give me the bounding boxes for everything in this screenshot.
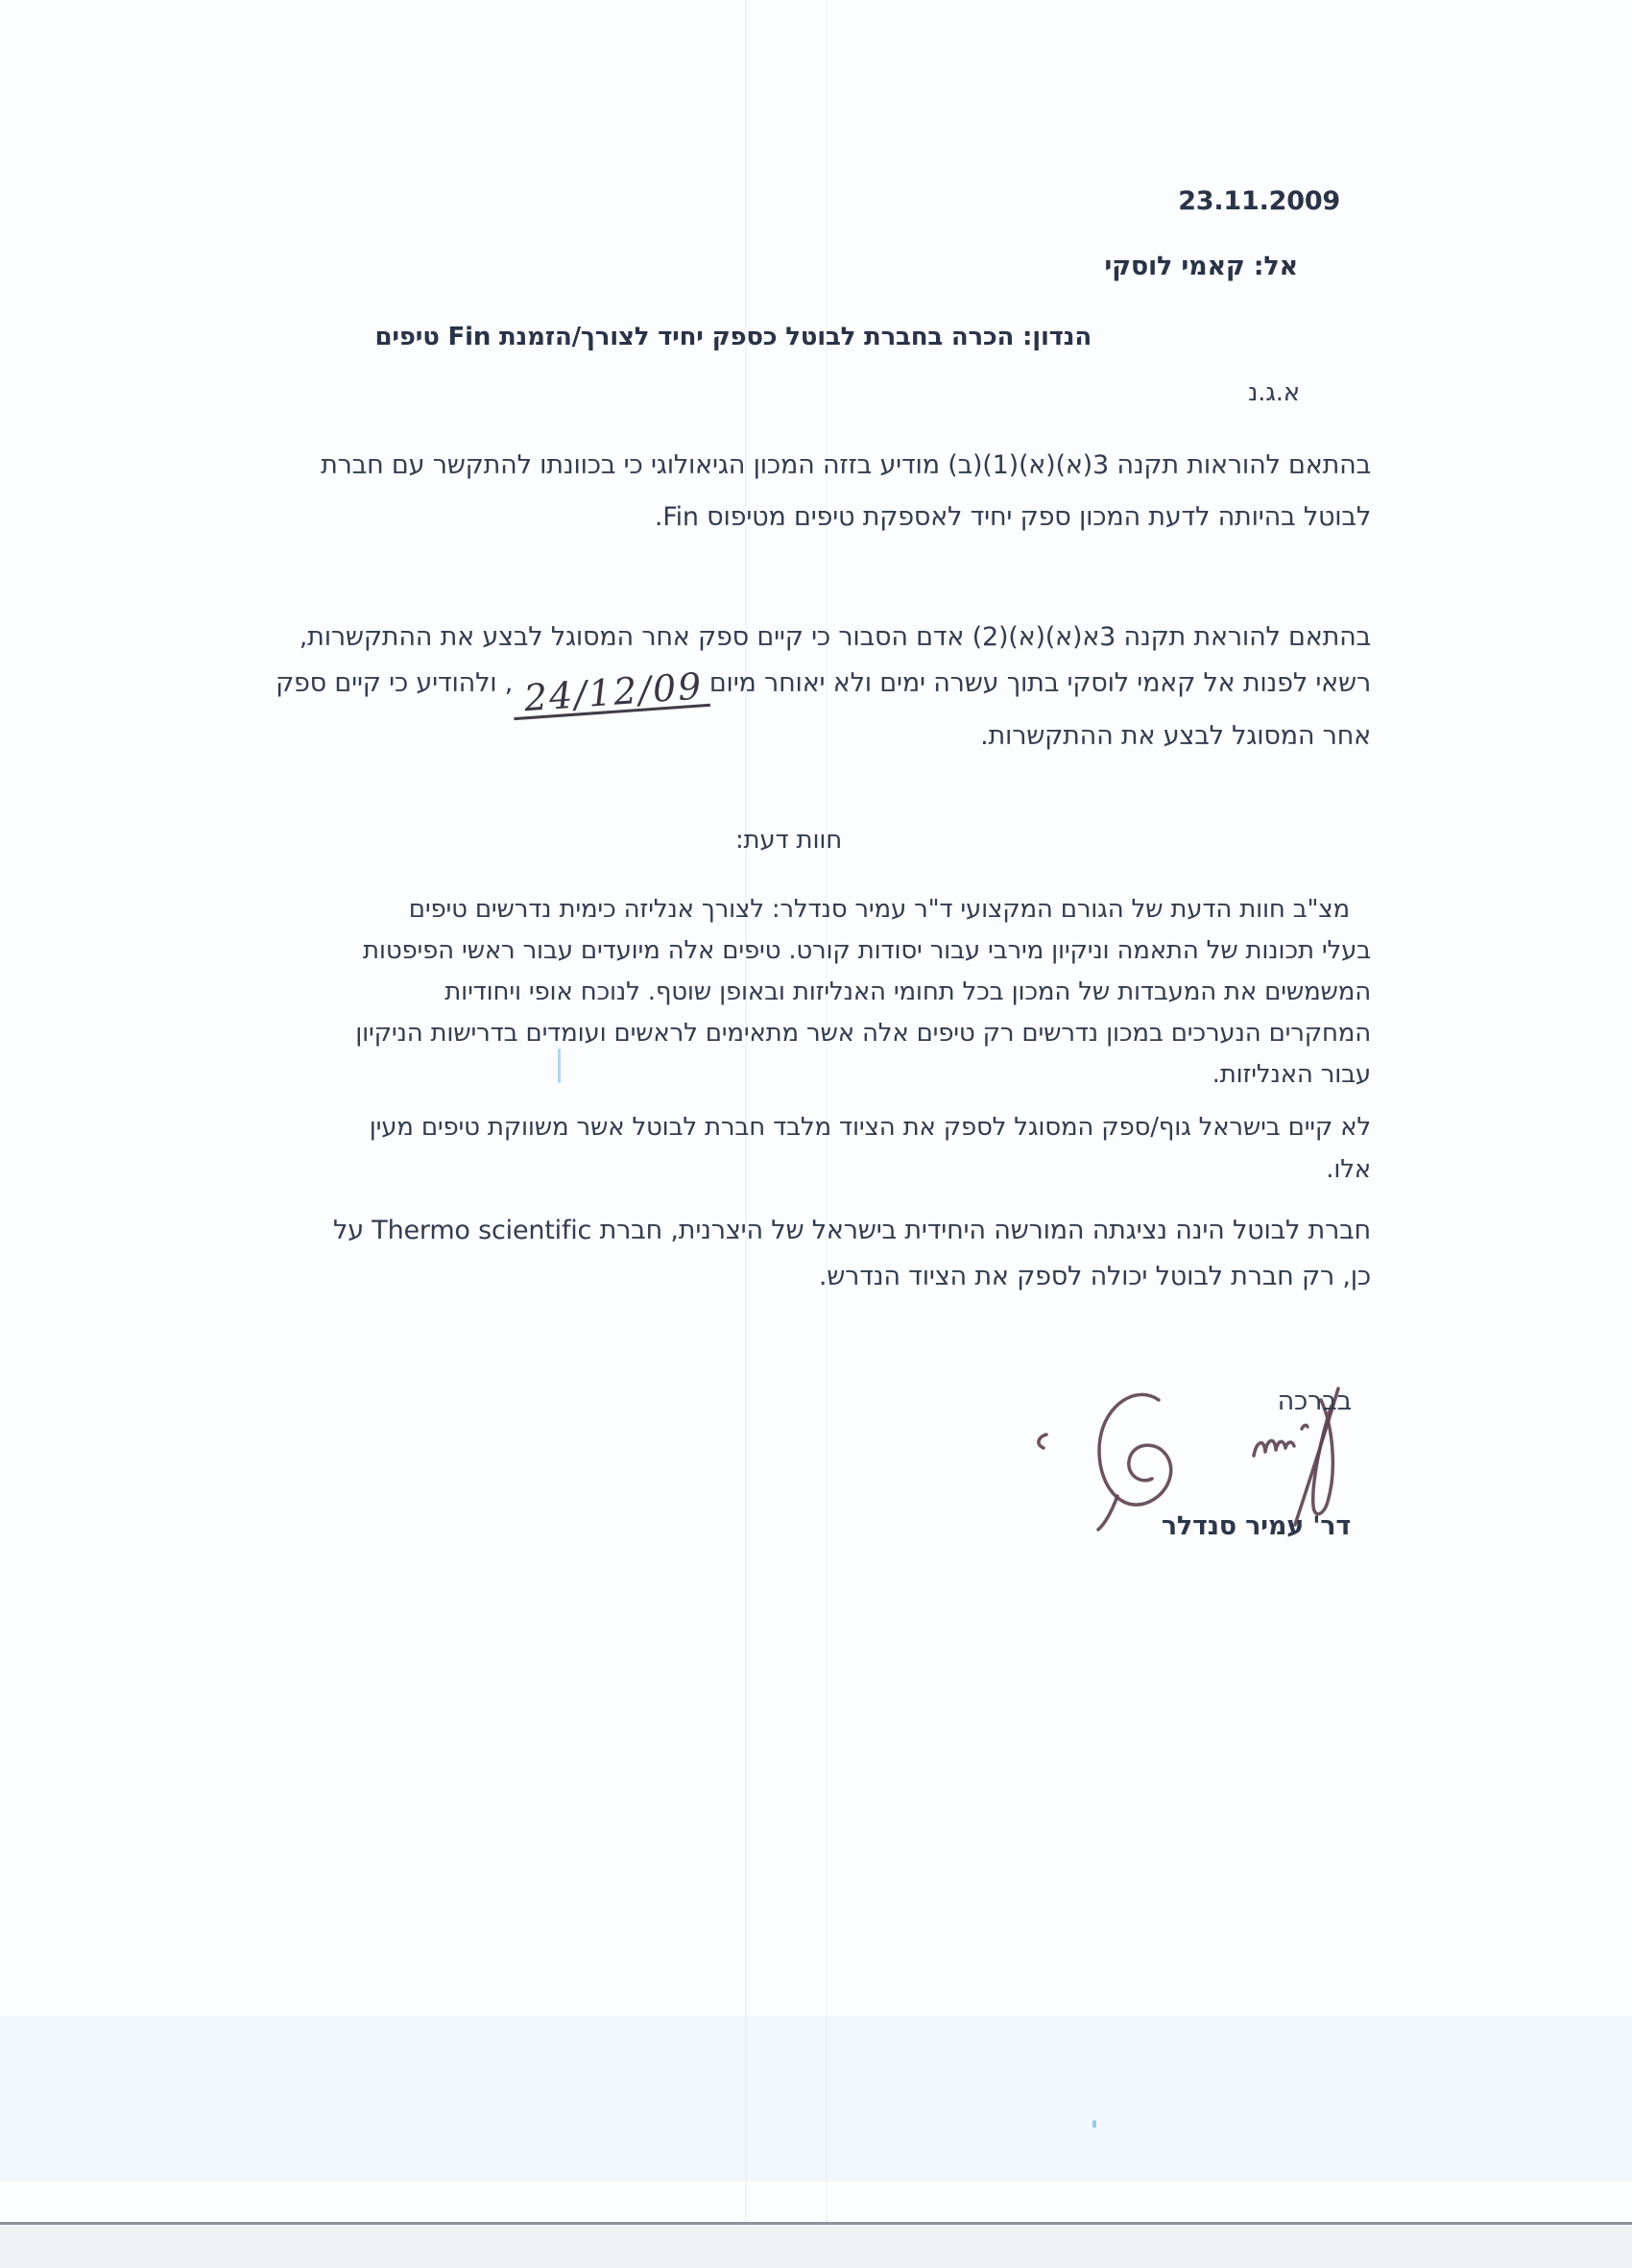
handwritten-date: 24/12/09 xyxy=(512,671,710,720)
paragraph-professional-opinion xyxy=(355,889,1371,1096)
signature-stroke xyxy=(1302,1425,1308,1429)
paragraph-sole-representative xyxy=(333,1208,1371,1300)
scan-tint-band xyxy=(0,2016,1632,2182)
closing-salutation: בברכה xyxy=(1277,1387,1352,1416)
paragraph-objection-period xyxy=(276,615,1371,760)
signature-stroke xyxy=(1039,1435,1046,1448)
paragraph-line: כן, רק חברת לבוטל יכולה לספק את הציוד הנדרש. xyxy=(818,1262,1371,1291)
signature-stroke xyxy=(1254,1440,1294,1456)
signature-stroke xyxy=(1099,1394,1171,1505)
paragraph-line-segment: , ולהודיע כי קיים ספק xyxy=(276,668,514,698)
paragraph-line: חברת לבוטל הינה נציגתה המורשה היחידית בישראל של היצרנית, חברת Thermo scientific על xyxy=(333,1216,1371,1245)
signatory-name: דר' עמיר סנדלר xyxy=(1161,1511,1351,1541)
paragraph-line: המשמשים את המעבדות של המכון בכל תחומי האנליזות ובאופן שוטף. לנוכח אופי ויחודיות xyxy=(444,977,1371,1006)
signature-stroke xyxy=(1098,1496,1117,1530)
paragraph-line: בהתאם להוראות תקנה 3(א)(א)(1)(ב) מודיע בזזה המכון הגיאולוגי כי בכוונתו להתקשר עם חברת xyxy=(321,450,1371,480)
paragraph-line: מצ"ב חוות הדעת של הגורם המקצועי ד"ר עמיר סנדלר: לצורך אנליזה כימית נדרשים טיפים xyxy=(408,895,1350,924)
paragraph-sole-supplier-notice xyxy=(321,440,1371,543)
salutation: א.ג.נ xyxy=(1247,378,1300,407)
paragraph-no-other-supplier xyxy=(370,1106,1371,1191)
scanner-background xyxy=(0,2225,1632,2268)
paragraph-line: בעלי תכונות של התאמה וניקיון מירבי עבור יסודות קורט. טיפים אלה מיועדים עבור ראשי הפיפטות xyxy=(363,936,1371,965)
paragraph-line: המחקרים הנערכים במכון נדרשים רק טיפים אלה אשר מתאימים לראשים ועומדים בדרישות הניקיון xyxy=(355,1019,1371,1048)
subject-line: הנדון: הכרה בחברת לבוטל כספק יחיד לצורך/הזמנת Fin טיפים xyxy=(374,323,1092,351)
paragraph-line: אלו. xyxy=(1326,1155,1371,1184)
paragraph-line xyxy=(276,661,1371,720)
paragraph-line: אחר המסוגל לבצע את ההתקשרות. xyxy=(980,721,1371,751)
letter-date: 23.11.2009 xyxy=(1178,186,1340,216)
paragraph-line: לא קיים בישראל גוף/ספק המסוגל לספק את הציוד מלבד חברת לבוטל אשר משווקת טיפים מעין xyxy=(369,1113,1371,1142)
paragraph-line: עבור האנליזות. xyxy=(1212,1060,1371,1089)
paragraph-line: לבוטל בהיותה לדעת המכון ספק יחיד לאספקת טיפים מטיפוס Fin. xyxy=(654,502,1371,532)
recipient-line: אל: קאמי לוסקי xyxy=(1104,252,1298,281)
opinion-heading: חוות דעת: xyxy=(734,826,842,855)
paragraph-line: בהתאם להוראת תקנה 3א(א)(א)(2) אדם הסבור כי קיים ספק אחר המסוגל לבצע את ההתקשרות, xyxy=(299,622,1371,652)
paragraph-line-segment: רשאי לפנות אל קאמי לוסקי בתוך עשרה ימים ולא יאוחר מיום xyxy=(708,668,1371,698)
